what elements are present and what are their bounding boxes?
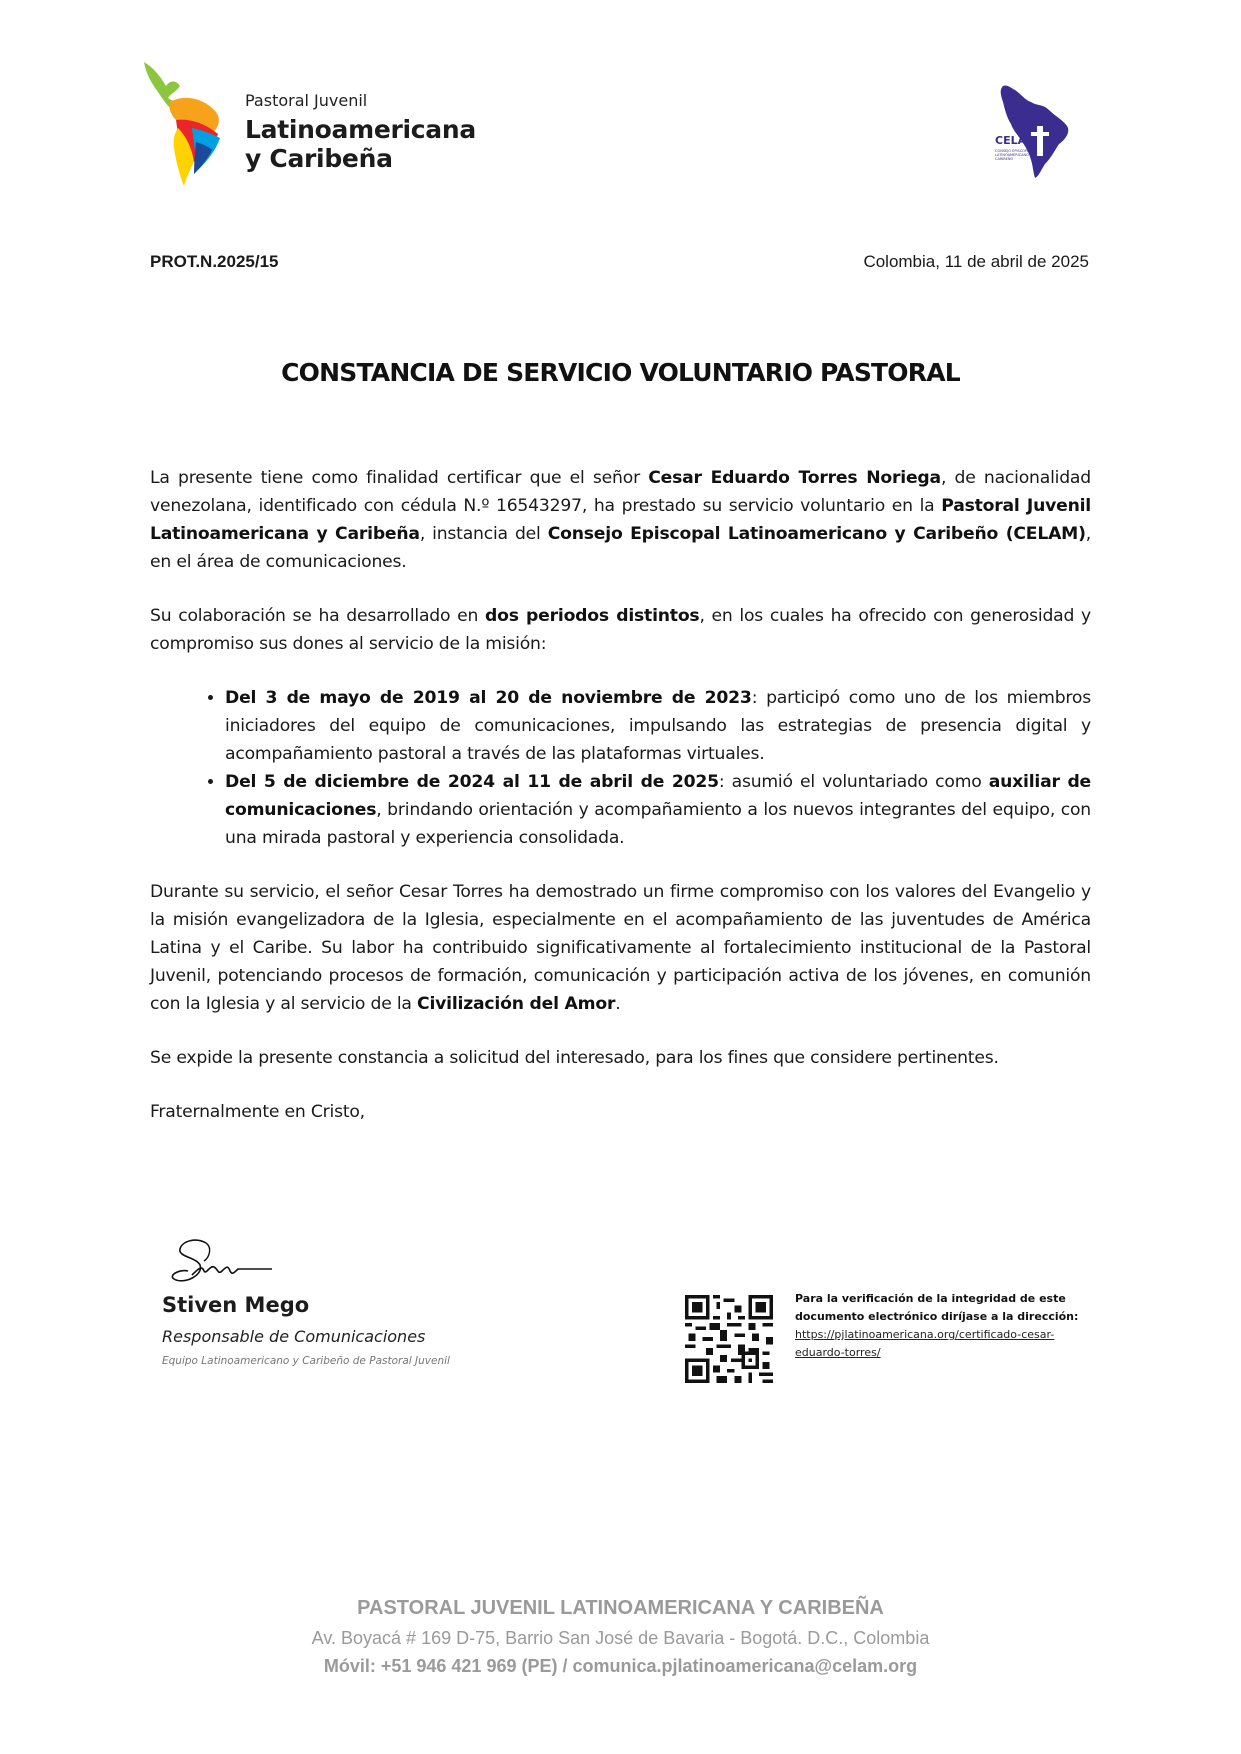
signer-team: Equipo Latinoamericano y Caribeño de Pastoral Juvenil bbox=[162, 1355, 450, 1367]
logo-line-1: Pastoral Juvenil bbox=[245, 91, 368, 110]
protocol-number: PROT.N.2025/15 bbox=[150, 252, 279, 271]
footer-address: Av. Boyacá # 169 D-75, Barrio San José de Bavaria - Bogotá. D.C., Colombia bbox=[311, 1628, 930, 1648]
paragraph-periods: Su colaboración se ha desarrollado en dos periodos distintos, en los cuales ha ofrecido con generosidad y compromiso sus dones al servicio de la misión: bbox=[150, 606, 1091, 654]
logo-line-3: y Caribeña bbox=[245, 144, 393, 173]
document-date: Colombia, 11 de abril de 2025 bbox=[863, 252, 1089, 271]
closing-salutation: Fraternalmente en Cristo, bbox=[150, 1102, 365, 1122]
celam-name: Consejo Episcopal Latinoamericano y Caribeño (CELAM) bbox=[547, 524, 1086, 544]
paragraph-issuance: Se expide la presente constancia a solicitud del interesado, para los fines que considere pertinentes. bbox=[150, 1048, 999, 1068]
qr-code-icon[interactable] bbox=[685, 1295, 773, 1383]
pastoral-juvenil-logo bbox=[140, 58, 476, 188]
verification-text: Para la verificación de la integridad de este documento electrónico diríjase a la dirección: bbox=[795, 1292, 1079, 1323]
volunteer-name: Cesar Eduardo Torres Noriega bbox=[648, 468, 941, 488]
celam-map-icon bbox=[985, 80, 1085, 180]
celam-subtitle: CONSEJO EPISCOPAL LATINOAMERICANO Y CARIBEÑO bbox=[995, 149, 1033, 161]
verification-note bbox=[795, 1290, 1095, 1362]
periods-list bbox=[150, 684, 1091, 852]
document-body bbox=[150, 464, 1091, 1152]
verification-link[interactable]: https://pjlatinoamericana.org/certificado-cesar-eduardo-torres/ bbox=[795, 1328, 1055, 1359]
celam-logo bbox=[985, 80, 1085, 180]
celam-label: CELAM bbox=[995, 134, 1038, 147]
handwritten-signature-icon bbox=[166, 1235, 276, 1295]
continent-logo-icon bbox=[140, 58, 235, 188]
footer-contact: Móvil: +51 946 421 969 (PE) / comunica.pjlatinoamericana@celam.org bbox=[323, 1656, 918, 1676]
document-title: CONSTANCIA DE SERVICIO VOLUNTARIO PASTORAL bbox=[281, 358, 960, 387]
footer-organization: PASTORAL JUVENIL LATINOAMERICANA Y CARIBEÑA bbox=[357, 1597, 884, 1619]
paragraph-certification: La presente tiene como finalidad certificar que el señor Cesar Eduardo Torres Noriega, de nacionalidad venezolana, identificado con cédula N.º 16543297, ha prestado su servicio voluntario en la Pastoral Juvenil Latinoamericana y Caribeña, instancia del Consejo Episcopal Latinoamericano y Caribeño (CELAM), en el área de comunicaciones. bbox=[150, 468, 1091, 572]
organization-name: Pastoral Juvenil Latinoamericana y Caribeña bbox=[150, 496, 1091, 544]
list-item: • Del 5 de diciembre de 2024 al 11 de abril de 2025: asumió el voluntariado como auxiliar de comunicaciones, brindando orientación y acompañamiento a los nuevos integrantes del equipo, con una mirada pastoral y experiencia consolidada. bbox=[225, 768, 1091, 852]
logo-line-2: Latinoamericana bbox=[245, 115, 476, 144]
paragraph-service: Durante su servicio, el señor Cesar Torres ha demostrado un firme compromiso con los valores del Evangelio y la misión evangelizadora de la Iglesia, especialmente en el acompañamiento de las juventudes de América Latina y el Caribe. Su labor ha contribuido significativamente al fortalecimiento institucional de la Pastoral Juvenil, potenciando procesos de formación, comunicación y participación activa de los jóvenes, en comunión con la Iglesia y al servicio de la Civilización del Amor. bbox=[150, 882, 1091, 1014]
signer-name: Stiven Mego bbox=[162, 1293, 310, 1317]
list-item: • Del 3 de mayo de 2019 al 20 de noviembre de 2023: participó como uno de los miembros iniciadores del equipo de comunicaciones, impulsando las estrategias de presencia digital y acompañamiento pastoral a través de las plataformas virtuales. bbox=[225, 684, 1091, 768]
signer-role: Responsable de Comunicaciones bbox=[162, 1327, 426, 1346]
